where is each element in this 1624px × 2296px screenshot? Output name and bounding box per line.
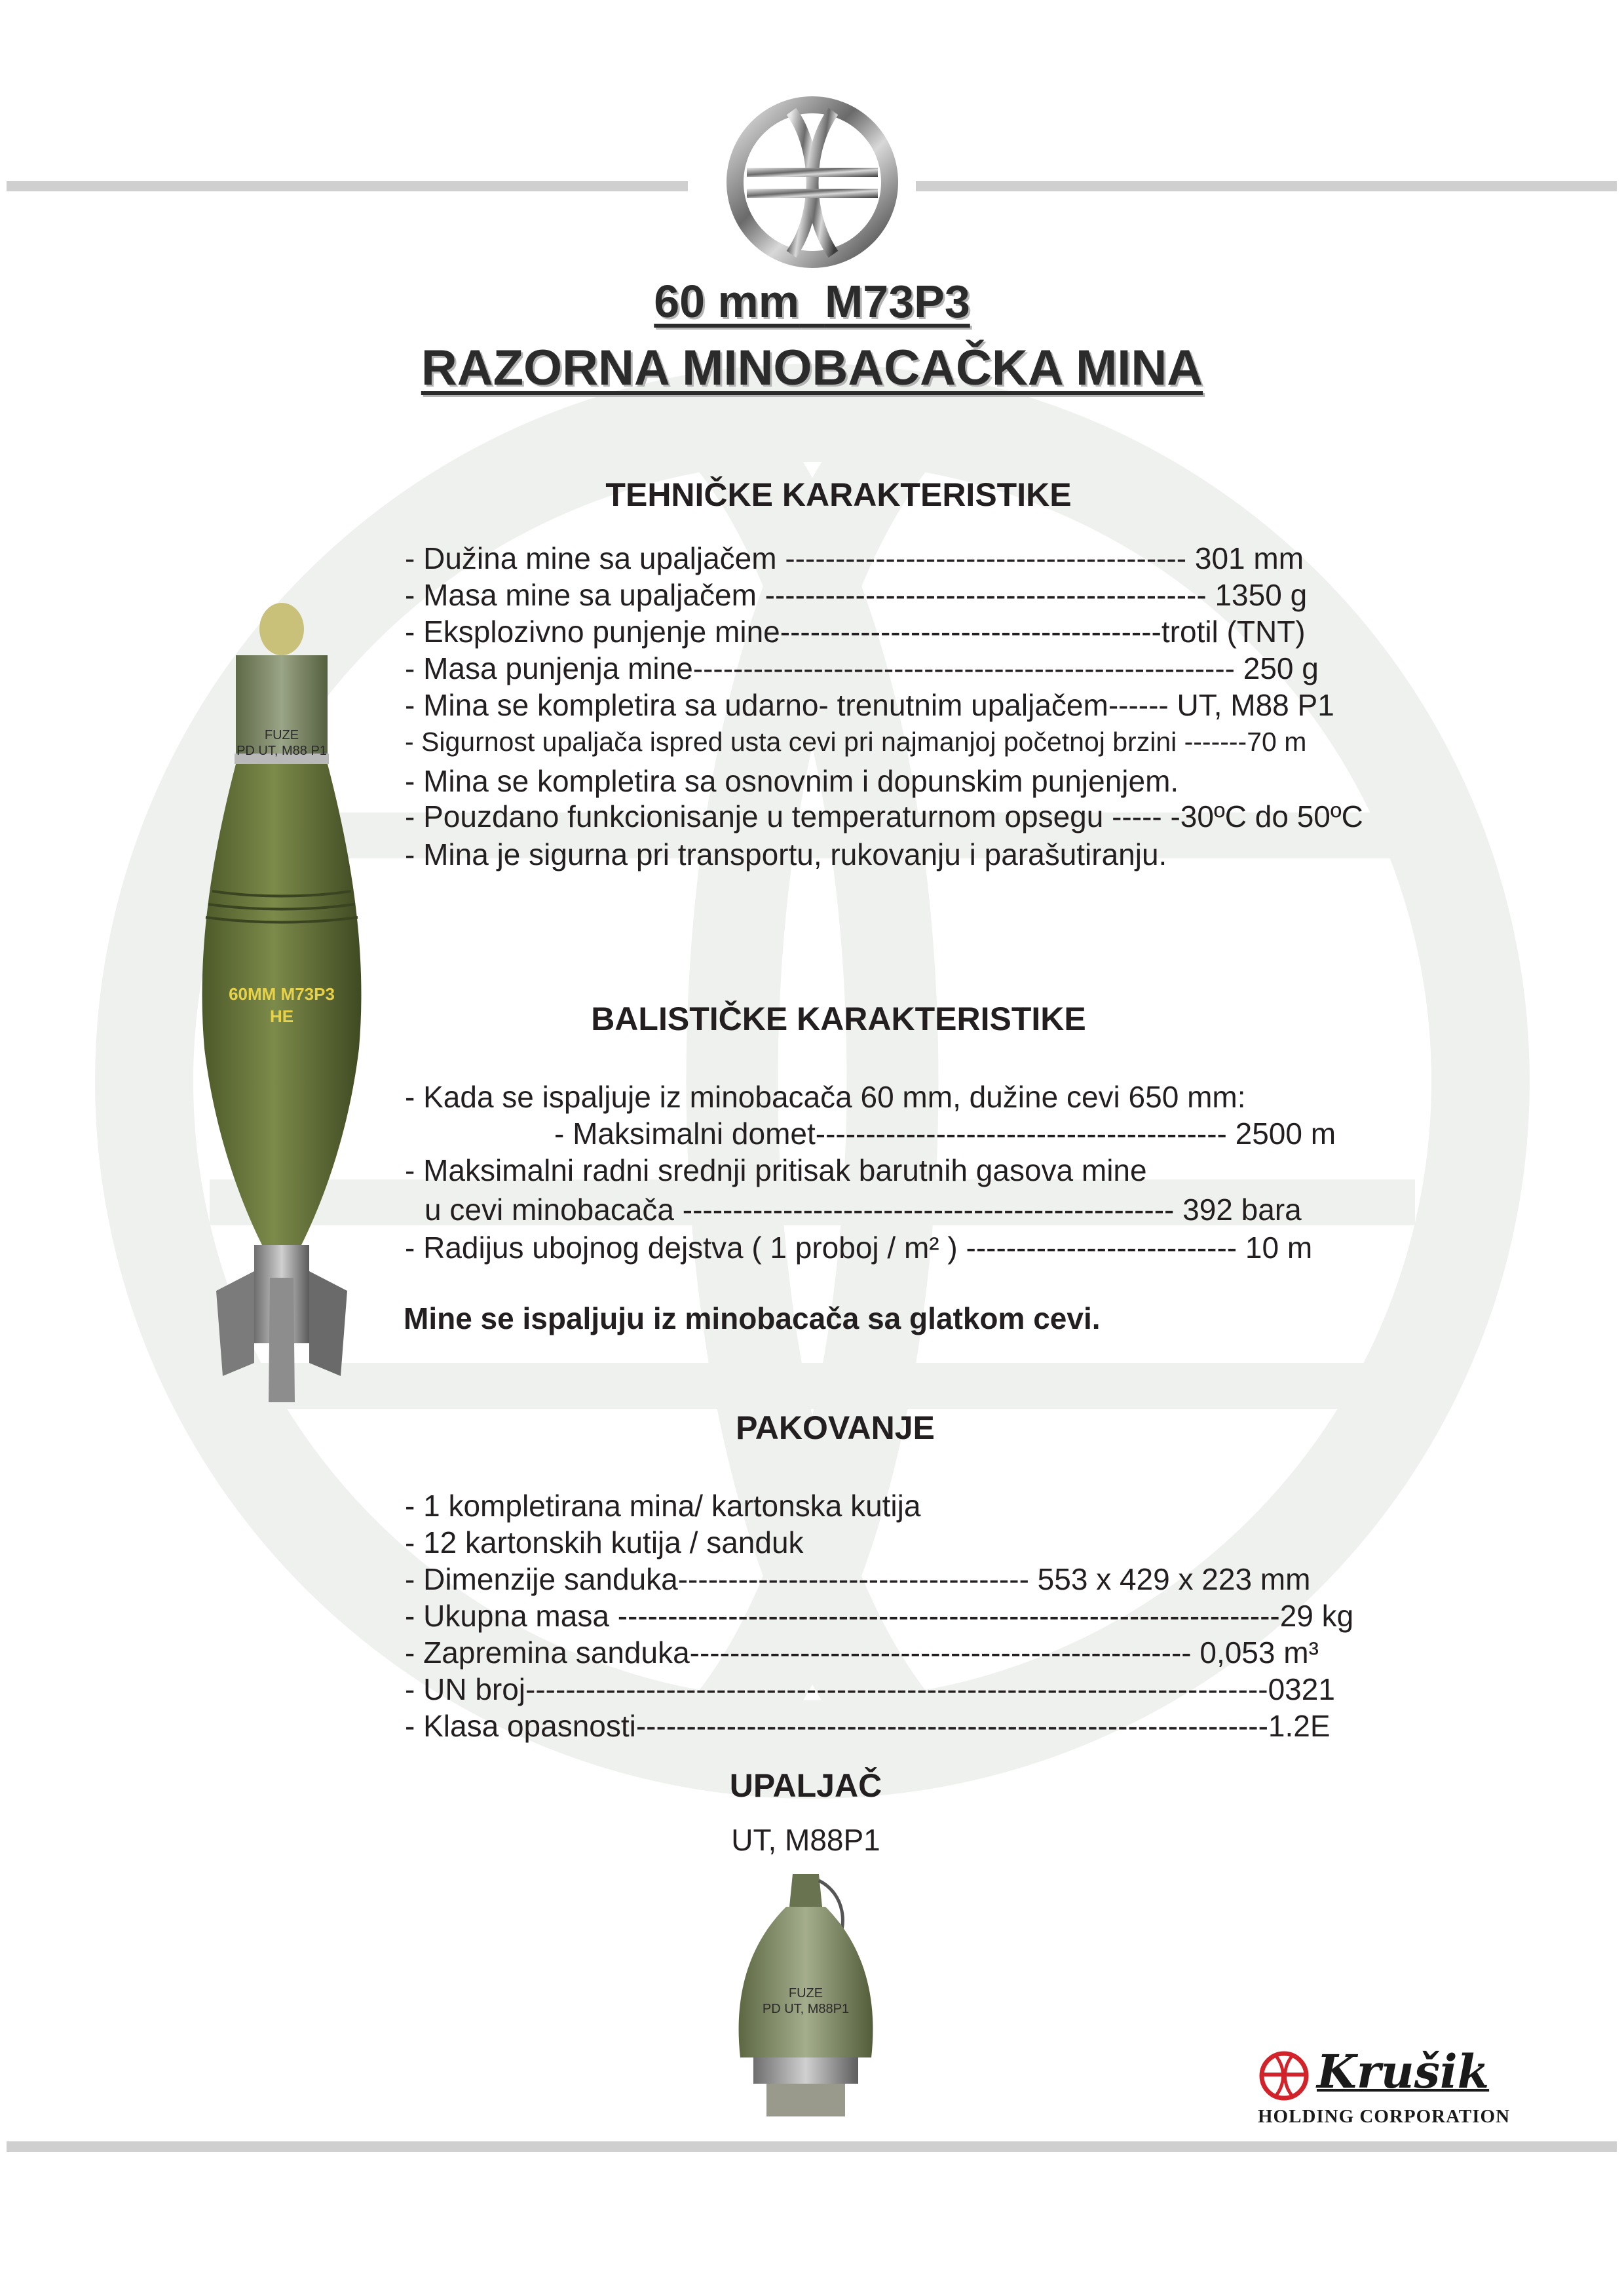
title-description: RAZORNA MINOBACAČKA MINA bbox=[421, 340, 1203, 396]
mine-fuze-label-line2: PD UT, M88 P1 bbox=[236, 744, 327, 758]
packaging-line: - Klasa opasnosti---------------------------------------------------------------1.2E bbox=[405, 1709, 1331, 1743]
packaging-line: - 12 kartonskih kutija / sanduk bbox=[405, 1525, 804, 1559]
mine-fuze-label bbox=[236, 727, 328, 759]
ballistic-line: - Maksimalni domet----------------------------------------- 2500 m bbox=[554, 1117, 1336, 1151]
fuze-heading: UPALJAČ bbox=[729, 1767, 882, 1804]
technical-line: - Masa punjenja mine------------------------------------------------------ 250 g bbox=[405, 651, 1319, 685]
mine-body-label-line1: 60MM M73P3 bbox=[229, 984, 335, 1004]
company-name: Krušik bbox=[1317, 2044, 1490, 2099]
company-emblem-logo bbox=[721, 90, 904, 274]
technical-line: - Eksplozivno punjenje mine--------------------------------------trotil (TNT) bbox=[405, 615, 1306, 649]
title-model: M73P3 bbox=[824, 276, 970, 327]
company-logo-icon bbox=[1258, 2050, 1310, 2102]
ballistic-line: - Radijus ubojnog dejstva ( 1 proboj / m² ) --------------------------- 10 m bbox=[405, 1231, 1313, 1265]
mine-body-label-line2: HE bbox=[269, 1006, 294, 1026]
technical-line: - Mina se kompletira sa osnovnim i dopunskim punjenjem. bbox=[405, 764, 1179, 798]
title-line-1 bbox=[0, 275, 1624, 328]
ballistic-note: Mine se ispaljuju iz minobacača sa glatkom cevi. bbox=[404, 1301, 1101, 1335]
packaging-line: - UN broj--------------------------------------------------------------------------0321 bbox=[405, 1672, 1335, 1706]
ballistic-heading: BALISTIČKE KARAKTERISTIKE bbox=[591, 1001, 1086, 1037]
packaging-line: - Dimenzije sanduka----------------------------------- 553 x 429 x 223 mm bbox=[405, 1562, 1311, 1596]
header-rule-left bbox=[7, 181, 688, 191]
packaging-line: - Zapremina sanduka-------------------------------------------------- 0,053 m³ bbox=[405, 1636, 1319, 1670]
mine-fuze-label-line1: FUZE bbox=[264, 728, 299, 742]
ballistic-line: u cevi minobacača ------------------------------------------------- 392 bara bbox=[425, 1193, 1302, 1227]
company-subtitle: HOLDING CORPORATION bbox=[1258, 2106, 1511, 2127]
packaging-line: - Ukupna masa ------------------------------------------------------------------29 kg bbox=[405, 1599, 1354, 1633]
fuze-label-line2: PD UT, M88P1 bbox=[762, 2002, 850, 2016]
mine-body-label bbox=[216, 983, 347, 1027]
technical-line: - Mina se kompletira sa udarno- trenutnim upaljačem------ UT, M88 P1 bbox=[405, 688, 1334, 722]
company-logo bbox=[1258, 2044, 1533, 2128]
fuze-label bbox=[760, 1985, 852, 2017]
packaging-heading: PAKOVANJE bbox=[736, 1409, 935, 1446]
technical-heading: TEHNIČKE KARAKTERISTIKE bbox=[605, 476, 1072, 513]
fuze-label-line1: FUZE bbox=[788, 1986, 823, 2000]
title-caliber: 60 mm bbox=[654, 276, 800, 327]
technical-line: - Sigurnost upaljača ispred usta cevi pri najmanjoj početnoj brzini -------70 m bbox=[405, 727, 1307, 757]
header-rule-right bbox=[916, 181, 1617, 191]
technical-line: - Masa mine sa upaljačem -------------------------------------------- 1350 g bbox=[405, 578, 1308, 612]
footer-rule bbox=[7, 2141, 1617, 2152]
technical-line: - Mina je sigurna pri transportu, rukovanju i parašutiranju. bbox=[405, 837, 1167, 871]
technical-line: - Pouzdano funkcionisanje u temperaturnom opsegu ----- -30ºC do 50ºC bbox=[405, 799, 1363, 833]
technical-line: - Dužina mine sa upaljačem ---------------------------------------- 301 mm bbox=[405, 541, 1304, 575]
ballistic-line: - Maksimalni radni srednji pritisak barutnih gasova mine bbox=[405, 1153, 1147, 1187]
title-line-2 bbox=[0, 339, 1624, 396]
packaging-line: - 1 kompletirana mina/ kartonska kutija bbox=[405, 1489, 921, 1523]
ballistic-line: - Kada se ispaljuje iz minobacača 60 mm, dužine cevi 650 mm: bbox=[405, 1080, 1246, 1114]
fuze-value: UT, M88P1 bbox=[731, 1823, 880, 1857]
